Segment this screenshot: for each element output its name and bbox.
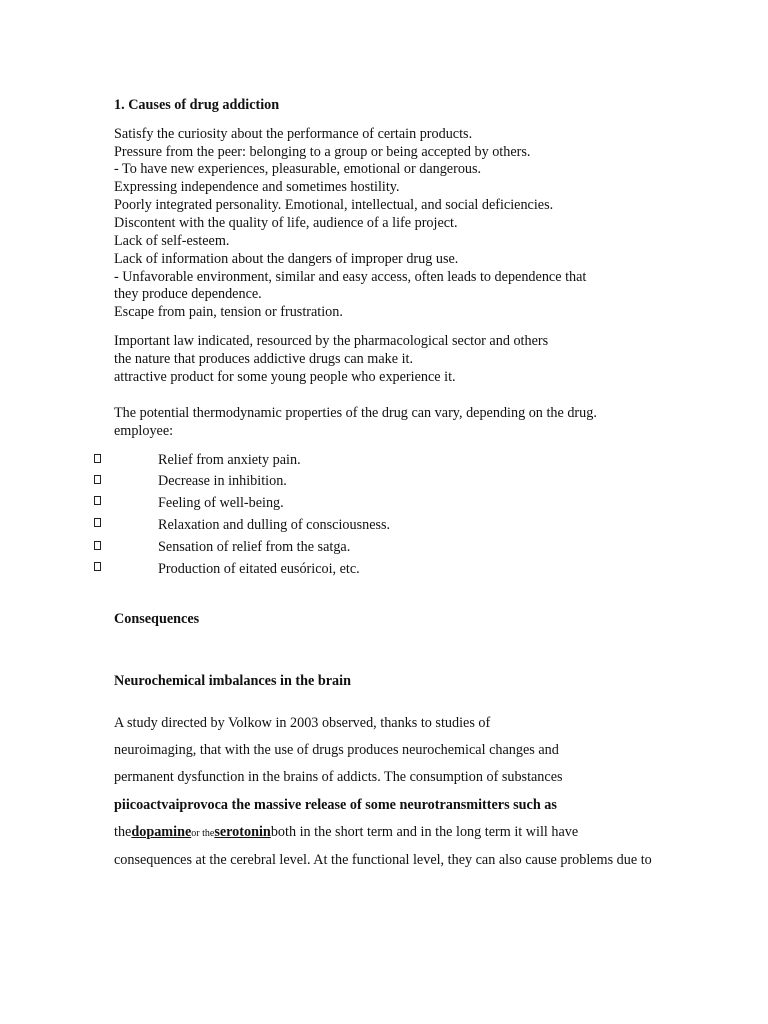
law-line: Important law indicated, resourced by the pharmacological sector and others xyxy=(114,333,549,349)
serotonin-term: serotonin xyxy=(214,824,271,840)
law-line: the nature that produces addictive drugs can make it. xyxy=(114,351,414,367)
neuro-line: permanent dysfunction in the brains of addicts. The consumption of substances xyxy=(114,769,563,785)
mixed-part: or the xyxy=(191,828,215,839)
neuro-line-bold: piicoactvaiprovoca the massive release of some neurotransmitters such as xyxy=(114,797,557,813)
bullet-box-icon xyxy=(94,562,101,571)
causes-line: Expressing independence and sometimes hostility. xyxy=(114,179,400,195)
thermo-line: employee: xyxy=(114,423,174,439)
causes-heading: 1. Causes of drug addiction xyxy=(114,97,280,113)
consequences-heading: Consequences xyxy=(114,611,200,627)
bullet-box-icon xyxy=(94,518,101,527)
neuro-last-line: consequences at the cerebral level. At the functional level, they can also cause problems due to xyxy=(114,852,652,868)
causes-line: Escape from pain, tension or frustration. xyxy=(114,304,343,320)
causes-line: Lack of information about the dangers of improper drug use. xyxy=(114,251,459,267)
bullet-item: Sensation of relief from the satga. xyxy=(158,539,351,555)
dopamine-term: dopamine xyxy=(131,824,192,840)
causes-line: Discontent with the quality of life, audience of a life project. xyxy=(114,215,458,231)
neuro-heading: Neurochemical imbalances in the brain xyxy=(114,673,351,689)
causes-line: - To have new experiences, pleasurable, emotional or dangerous. xyxy=(114,161,482,177)
bullet-item: Production of eitated eusóricoi, etc. xyxy=(158,561,360,577)
thermo-line: The potential thermodynamic properties of the drug can vary, depending on the drug. xyxy=(114,405,597,421)
mixed-part: both in the short term and in the long term it will have xyxy=(270,824,579,840)
mixed-line xyxy=(114,823,578,843)
bullet-item: Decrease in inhibition. xyxy=(158,473,287,489)
causes-line: Pressure from the peer: belonging to a group or being accepted by others. xyxy=(114,144,531,160)
bullet-box-icon xyxy=(94,496,101,505)
bullet-item: Relaxation and dulling of consciousness. xyxy=(158,517,391,533)
bullet-box-icon xyxy=(94,454,101,463)
neuro-line: A study directed by Volkow in 2003 observed, thanks to studies of xyxy=(114,715,491,731)
causes-line: Satisfy the curiosity about the performance of certain products. xyxy=(114,126,473,142)
causes-line: Poorly integrated personality. Emotional, intellectual, and social deficiencies. xyxy=(114,197,554,213)
causes-line: they produce dependence. xyxy=(114,286,262,302)
causes-line: - Unfavorable environment, similar and easy access, often leads to dependence that xyxy=(114,269,587,285)
law-line: attractive product for some young people who experience it. xyxy=(114,369,456,385)
bullet-item: Feeling of well-being. xyxy=(158,495,284,511)
bullet-box-icon xyxy=(94,541,101,550)
mixed-part: the xyxy=(114,824,132,840)
bullet-item: Relief from anxiety pain. xyxy=(158,452,301,468)
neuro-line: neuroimaging, that with the use of drugs produces neurochemical changes and xyxy=(114,742,559,758)
causes-line: Lack of self-esteem. xyxy=(114,233,230,249)
bullet-box-icon xyxy=(94,475,101,484)
